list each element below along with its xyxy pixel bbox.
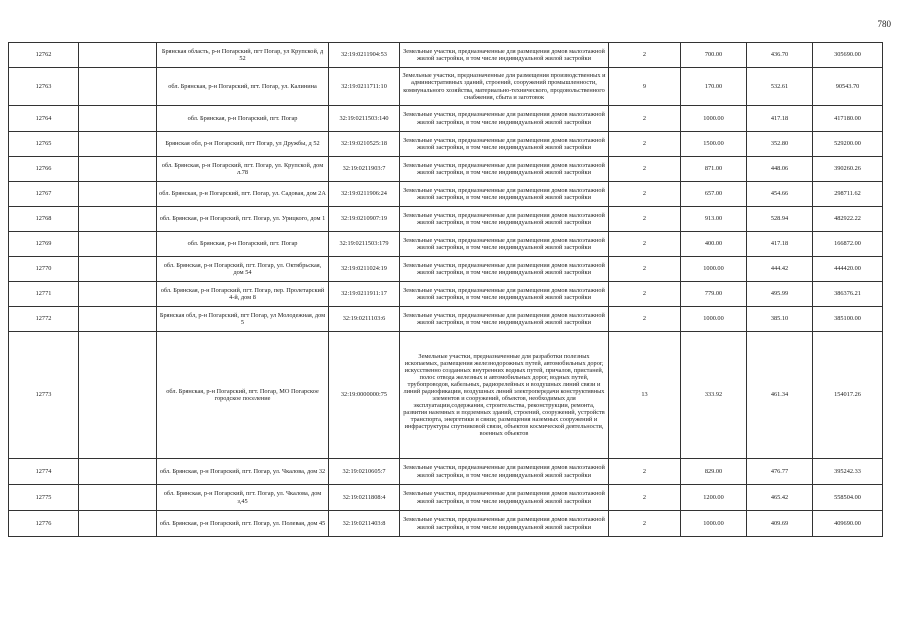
row-number: 12765	[9, 132, 79, 157]
area-cell: 871.00	[681, 157, 747, 182]
rate-cell: 476.77	[747, 459, 813, 485]
group-cell: 2	[609, 257, 681, 282]
group-cell: 2	[609, 459, 681, 485]
cadastral-value-cell: 154017.26	[813, 332, 883, 459]
group-cell: 2	[609, 157, 681, 182]
area-cell: 700.00	[681, 43, 747, 68]
rate-cell: 461.34	[747, 332, 813, 459]
area-cell: 779.00	[681, 282, 747, 307]
table-row	[9, 207, 883, 232]
row-number: 12769	[9, 232, 79, 257]
spacer-cell	[79, 157, 157, 182]
group-cell: 2	[609, 232, 681, 257]
row-number: 12776	[9, 511, 79, 537]
row-number: 12775	[9, 485, 79, 511]
rate-cell: 436.70	[747, 43, 813, 68]
land-use-cell: Земельные участки, предназначенные для размещения производственных и административных зданий, строений, сооружений промышленности, коммунального хозяйства, материально-технического, продовольственного снабжения, сбыта и заготовок	[400, 68, 609, 106]
row-number: 12766	[9, 157, 79, 182]
address-cell: обл. Брянская, р-н Погарский, пгт. Погар, ул. Крупской, дом л.78	[157, 157, 329, 182]
land-use-cell: Земельные участки, предназначенные для размещения домов малоэтажной жилой застройки, в том числе индивидуальной жилой застройки	[400, 307, 609, 332]
cadastral-value-cell: 529200.00	[813, 132, 883, 157]
cadastral-number-cell: 32:19:0211903:7	[329, 157, 400, 182]
rate-cell: 444.42	[747, 257, 813, 282]
table-row	[9, 132, 883, 157]
table-row	[9, 485, 883, 511]
area-cell: 333.92	[681, 332, 747, 459]
cadastral-number-cell: 32:19:0211808:4	[329, 485, 400, 511]
address-cell: обл. Брянская, р-н Погарский, пгт. Погар, ул. Урицкого, дом 1	[157, 207, 329, 232]
spacer-cell	[79, 459, 157, 485]
land-use-cell: Земельные участки, предназначенные для разработки полезных ископаемых, размещения железнодорожных путей, автомобильных дорог, искусственно созданных внутренних водных путей, причалов, пристаней, полос отвода железных и автомобильных дорог, водных путей, трубопроводов, кабельных, радиорелейных и воздушных линий связи и линий радиофикации, воздушных линий электропередачи конструктивных элементов и сооружений, объектов, необходимых для эксплуатации,содержания, строительства, реконструкции, ремонта, развития наземных и подземных зданий, строений, сооружений, устройств транспорта, энергетики и связи; размещения наземных сооружений и инфраструктуры спутниковой связи, объектов космической деятельности, военных объектов	[400, 332, 609, 459]
address-cell: обл. Брянская, р-н Погарский, пгт. Погар, ул. Садовая, дом 2А	[157, 182, 329, 207]
land-use-cell: Земельные участки, предназначенные для размещения домов малоэтажной жилой застройки, в том числе индивидуальной жилой застройки	[400, 485, 609, 511]
land-use-cell: Земельные участки, предназначенные для размещения домов малоэтажной жилой застройки, в том числе индивидуальной жилой застройки	[400, 157, 609, 182]
area-cell: 1000.00	[681, 307, 747, 332]
land-use-cell: Земельные участки, предназначенные для размещения домов малоэтажной жилой застройки, в том числе индивидуальной жилой застройки	[400, 257, 609, 282]
cadastral-value-cell: 390260.26	[813, 157, 883, 182]
spacer-cell	[79, 332, 157, 459]
land-use-cell: Земельные участки, предназначенные для размещения домов малоэтажной жилой застройки, в том числе индивидуальной жилой застройки	[400, 282, 609, 307]
table-row	[9, 182, 883, 207]
rate-cell: 532.61	[747, 68, 813, 106]
cadastral-number-cell: 32:19:0000000:75	[329, 332, 400, 459]
land-use-cell: Земельные участки, предназначенные для размещения домов малоэтажной жилой застройки, в том числе индивидуальной жилой застройки	[400, 459, 609, 485]
cadastral-number-cell: 32:19:0211904:53	[329, 43, 400, 68]
cadastral-number-cell: 32:19:0211503:179	[329, 232, 400, 257]
group-cell: 2	[609, 106, 681, 132]
group-cell: 13	[609, 332, 681, 459]
land-use-cell: Земельные участки, предназначенные для размещения домов малоэтажной жилой застройки, в том числе индивидуальной жилой застройки	[400, 132, 609, 157]
rate-cell: 454.66	[747, 182, 813, 207]
cadastral-value-cell: 444420.00	[813, 257, 883, 282]
cadastral-number-cell: 32:19:0211024:19	[329, 257, 400, 282]
address-cell: Брянская обл, р-н Погарский, пгт Погар, ул Дружбы, д 52	[157, 132, 329, 157]
address-cell: обл. Брянская, р-н Погарский, пгт. Погар	[157, 106, 329, 132]
cadastral-value-cell: 409690.00	[813, 511, 883, 537]
spacer-cell	[79, 485, 157, 511]
row-number: 12767	[9, 182, 79, 207]
spacer-cell	[79, 207, 157, 232]
address-cell: обл. Брянская, р-н Погарский, пгт. Погар, ул. Чкалова, дом 32	[157, 459, 329, 485]
rate-cell: 528.94	[747, 207, 813, 232]
area-cell: 170.00	[681, 68, 747, 106]
spacer-cell	[79, 232, 157, 257]
cadastral-number-cell: 32:19:0211711:10	[329, 68, 400, 106]
address-cell: обл. Брянская, р-н Погарский, пгт. Погар, ул. Полевая, дом 45	[157, 511, 329, 537]
land-use-cell: Земельные участки, предназначенные для размещения домов малоэтажной жилой застройки, в том числе индивидуальной жилой застройки	[400, 106, 609, 132]
rate-cell: 495.99	[747, 282, 813, 307]
address-cell: Брянская обл, р-н Погарский, пгт Погар, ул Молодежная, дом 5	[157, 307, 329, 332]
table-row	[9, 511, 883, 537]
cadastral-value-cell: 90543.70	[813, 68, 883, 106]
rate-cell: 417.18	[747, 106, 813, 132]
table-row	[9, 282, 883, 307]
table-row	[9, 157, 883, 182]
group-cell: 2	[609, 511, 681, 537]
table-row	[9, 43, 883, 68]
address-cell: обл. Брянская, р-н Погарский, пгт. Погар, пер. Пролетарский 4-й, дом 8	[157, 282, 329, 307]
rate-cell: 448.06	[747, 157, 813, 182]
cadastral-number-cell: 32:19:0211911:17	[329, 282, 400, 307]
table-row	[9, 332, 883, 459]
rate-cell: 417.18	[747, 232, 813, 257]
row-number: 12772	[9, 307, 79, 332]
land-use-cell: Земельные участки, предназначенные для размещения домов малоэтажной жилой застройки, в том числе индивидуальной жилой застройки	[400, 207, 609, 232]
rate-cell: 409.69	[747, 511, 813, 537]
cadastral-number-cell: 32:19:0210525:18	[329, 132, 400, 157]
cadastral-value-cell: 166872.00	[813, 232, 883, 257]
rate-cell: 465.42	[747, 485, 813, 511]
spacer-cell	[79, 68, 157, 106]
area-cell: 829.00	[681, 459, 747, 485]
group-cell: 9	[609, 68, 681, 106]
spacer-cell	[79, 282, 157, 307]
cadastral-number-cell: 32:19:0211906:24	[329, 182, 400, 207]
row-number: 12773	[9, 332, 79, 459]
rate-cell: 352.80	[747, 132, 813, 157]
cadastral-value-cell: 386376.21	[813, 282, 883, 307]
row-number: 12768	[9, 207, 79, 232]
rate-cell: 385.10	[747, 307, 813, 332]
cadastral-value-cell: 298711.62	[813, 182, 883, 207]
area-cell: 400.00	[681, 232, 747, 257]
address-cell: обл. Брянская, р-н Погарский, пгт. Погар, ул. Октябрьская, дом 54	[157, 257, 329, 282]
cadastral-number-cell: 32:19:0210605:7	[329, 459, 400, 485]
group-cell: 2	[609, 207, 681, 232]
area-cell: 657.00	[681, 182, 747, 207]
table-body	[9, 43, 883, 537]
group-cell: 2	[609, 282, 681, 307]
table-row	[9, 459, 883, 485]
table-row	[9, 307, 883, 332]
group-cell: 2	[609, 132, 681, 157]
area-cell: 1200.00	[681, 485, 747, 511]
table-row	[9, 68, 883, 106]
cadastral-number-cell: 32:19:0211103:6	[329, 307, 400, 332]
spacer-cell	[79, 257, 157, 282]
cadastral-number-cell: 32:19:0210907:19	[329, 207, 400, 232]
row-number: 12771	[9, 282, 79, 307]
land-use-cell: Земельные участки, предназначенные для размещения домов малоэтажной жилой застройки, в том числе индивидуальной жилой застройки	[400, 182, 609, 207]
area-cell: 913.00	[681, 207, 747, 232]
area-cell: 1000.00	[681, 257, 747, 282]
land-registry-table	[8, 42, 883, 537]
address-cell: обл. Брянская, р-н Погарский, пгт. Погар	[157, 232, 329, 257]
area-cell: 1000.00	[681, 511, 747, 537]
row-number: 12762	[9, 43, 79, 68]
row-number: 12774	[9, 459, 79, 485]
address-cell: обл. Брянская, р-н Погарский, пгт. Погар, МО Погарское городское поселение	[157, 332, 329, 459]
address-cell: обл. Брянская, р-н Погарский, пгт. Погар, ул. Чкалова, дом з,45	[157, 485, 329, 511]
table-row	[9, 232, 883, 257]
cadastral-value-cell: 558504.00	[813, 485, 883, 511]
group-cell: 2	[609, 43, 681, 68]
row-number: 12763	[9, 68, 79, 106]
group-cell: 2	[609, 307, 681, 332]
area-cell: 1000.00	[681, 106, 747, 132]
spacer-cell	[79, 132, 157, 157]
land-use-cell: Земельные участки, предназначенные для размещения домов малоэтажной жилой застройки, в том числе индивидуальной жилой застройки	[400, 511, 609, 537]
page-number: 780	[877, 19, 891, 29]
table-row	[9, 106, 883, 132]
row-number: 12770	[9, 257, 79, 282]
spacer-cell	[79, 307, 157, 332]
cadastral-value-cell: 395242.33	[813, 459, 883, 485]
spacer-cell	[79, 43, 157, 68]
spacer-cell	[79, 182, 157, 207]
cadastral-number-cell: 32:19:0211403:8	[329, 511, 400, 537]
cadastral-value-cell: 417180.00	[813, 106, 883, 132]
cadastral-value-cell: 385100.00	[813, 307, 883, 332]
table-row	[9, 257, 883, 282]
area-cell: 1500.00	[681, 132, 747, 157]
row-number: 12764	[9, 106, 79, 132]
cadastral-value-cell: 482922.22	[813, 207, 883, 232]
group-cell: 2	[609, 182, 681, 207]
address-cell: Брянская область, р-н Погарский, пгт Погар, ул Крупской, д 52	[157, 43, 329, 68]
group-cell: 2	[609, 485, 681, 511]
spacer-cell	[79, 511, 157, 537]
address-cell: обл. Брянская, р-н Погарский, пгт. Погар, ул. Калинина	[157, 68, 329, 106]
spacer-cell	[79, 106, 157, 132]
land-use-cell: Земельные участки, предназначенные для размещения домов малоэтажной жилой застройки, в том числе индивидуальной жилой застройки	[400, 43, 609, 68]
cadastral-value-cell: 305690.00	[813, 43, 883, 68]
land-use-cell: Земельные участки, предназначенные для размещения домов малоэтажной жилой застройки, в том числе индивидуальной жилой застройки	[400, 232, 609, 257]
cadastral-number-cell: 32:19:0211503:140	[329, 106, 400, 132]
